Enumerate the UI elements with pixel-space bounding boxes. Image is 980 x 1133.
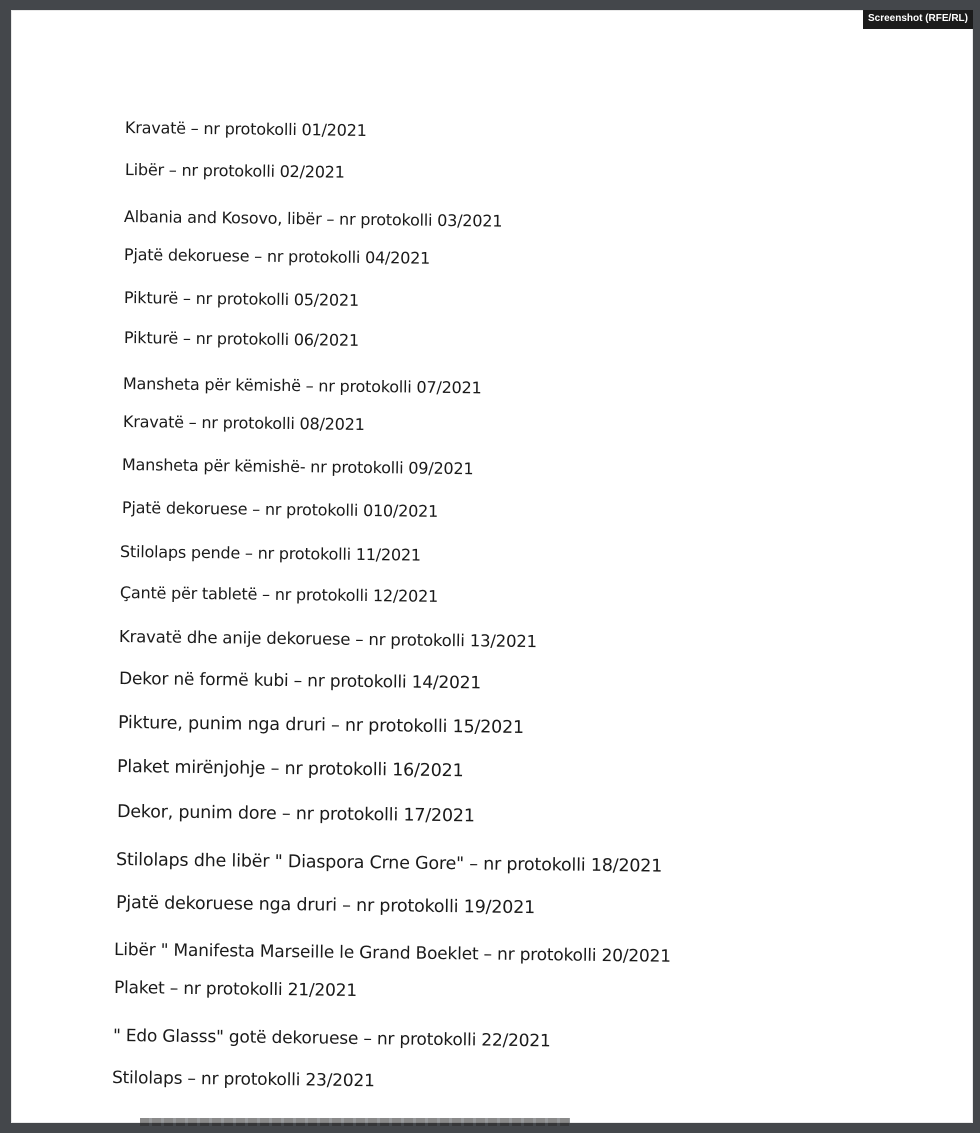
protocol-entry: Plaket mirënjohje – nr protokolli 16/2021 [116,757,464,782]
protocol-entry: Pjatë dekoruese nga druri – nr protokolli 19/2021 [115,893,536,919]
protocol-entry: Mansheta për këmishë- nr protokolli 09/2021 [121,455,474,479]
protocol-entry: Stilolaps – nr protokolli 23/2021 [111,1068,375,1092]
protocol-entry: Dekor në formë kubi – nr protokolli 14/2021 [118,669,482,694]
protocol-entry: Pikturë – nr protokolli 05/2021 [123,288,359,310]
next-page-edge [140,1118,570,1126]
protocol-entry: Dekor, punim dore – nr protokolli 17/2021 [116,802,475,827]
protocol-entry: Stilolaps dhe libër " Diaspora Crne Gore" – nr protokolli 18/2021 [115,850,663,877]
protocol-entry: Pjatë dekoruese – nr protokolli 04/2021 [123,245,431,268]
protocol-entry: Stilolaps pende – nr protokolli 11/2021 [119,542,421,565]
protocol-entry: Çantë për tabletë – nr protokolli 12/2021 [119,583,439,606]
document-page [11,10,973,1123]
protocol-entry: Pikturë – nr protokolli 06/2021 [123,328,359,350]
protocol-entry: Plaket – nr protokolli 21/2021 [113,978,358,1001]
screenshot-badge: Screenshot (RFE/RL) [863,10,973,29]
protocol-entry: Kravatë dhe anije dekoruese – nr protokolli 13/2021 [118,627,538,652]
protocol-entry: " Edo Glasss" gotë dekoruese – nr protokolli 22/2021 [112,1026,551,1052]
protocol-entry: Libër – nr protokolli 02/2021 [124,160,345,182]
protocol-entry: Mansheta për këmishë – nr protokolli 07/2021 [122,374,482,398]
protocol-entry: Libër " Manifesta Marseille le Grand Boeklet – nr protokolli 20/2021 [113,940,671,967]
protocol-entry: Kravatë – nr protokolli 01/2021 [124,118,367,140]
protocol-entry: Pjatë dekoruese – nr protokolli 010/2021 [121,498,439,521]
protocol-entry: Albania and Kosovo, libër – nr protokolli 03/2021 [123,207,503,231]
protocol-entry: Pikture, punim nga druri – nr protokolli 15/2021 [117,713,524,738]
protocol-list [11,10,973,1123]
protocol-entry: Kravatë – nr protokolli 08/2021 [122,412,365,434]
